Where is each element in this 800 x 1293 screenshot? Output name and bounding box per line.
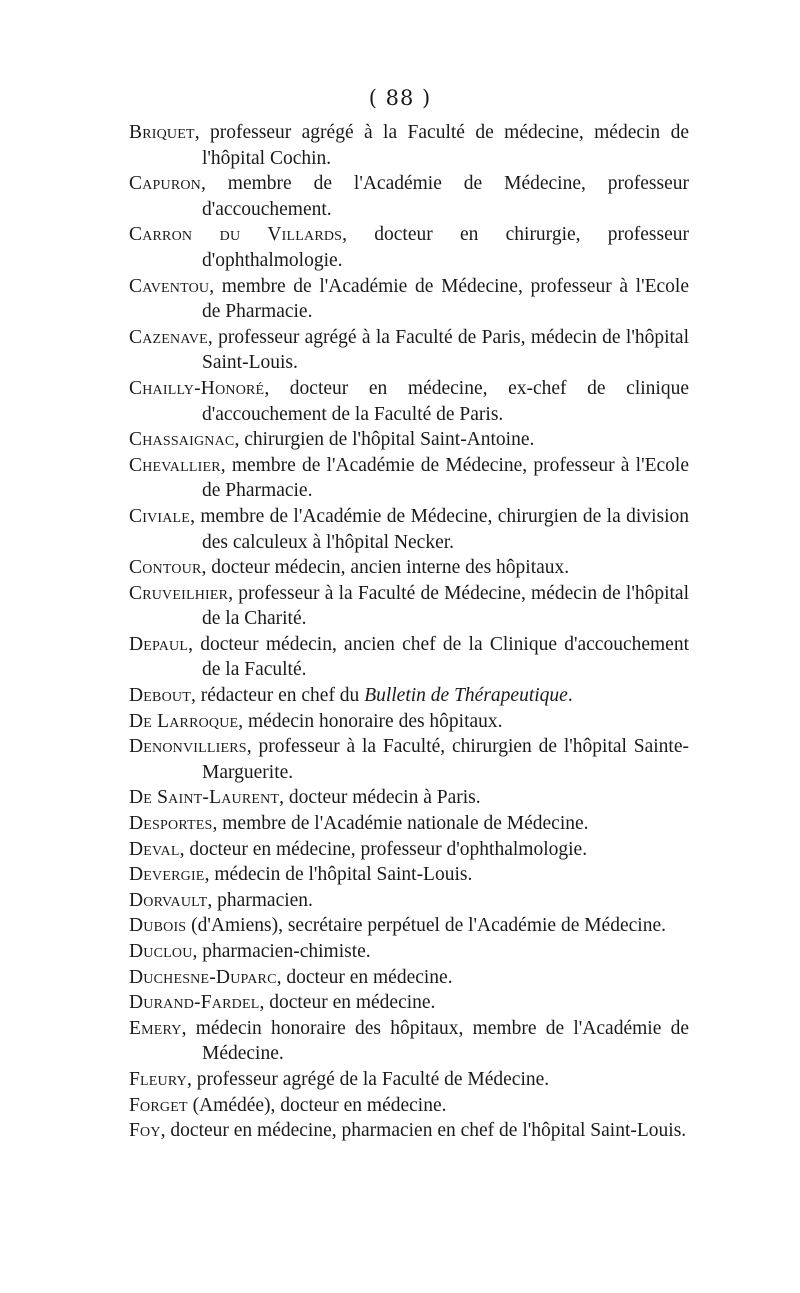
list-item [129,990,689,1016]
entry-italic-title: Bulletin de Thérapeutique [364,685,568,707]
list-item [129,1093,689,1119]
entry-name: Chailly-Honoré [129,377,265,399]
entry-name: Foy [129,1120,161,1142]
entry-text: , docteur en médecine. [259,992,436,1014]
list-item [129,1067,689,1093]
list-item [129,683,689,709]
list-item [129,888,689,914]
list-item [129,427,689,453]
entry-text: (d'Amiens), secrétaire perpétuel de l'Académie de Médecine. [186,915,666,937]
entry-name: Duclou [129,941,193,962]
list-item [129,581,689,632]
list-item [129,1016,689,1067]
list-item [129,555,689,581]
entry-name: Civiale [129,505,191,527]
entry-text: , membre de l'Académie nationale de Médecine. [212,813,589,835]
entry-text: , membre de l'Académie de Médecine, chirurgien de la division des calculeux à l'hôpital Necker. [190,505,689,553]
entry-name: Emery [129,1017,182,1039]
entry-name: Duchesne-Duparc [129,966,277,988]
list-item [129,913,689,939]
entry-name: Depaul [129,633,189,655]
entry-text: , professeur à la Faculté, chirurgien de l'hôpital Sainte-Marguerite. [202,736,689,783]
entry-text: , membre de l'Académie de Médecine, professeur à l'Ecole de Pharmacie. [202,275,689,323]
entry-text: , professeur agrégé à la Faculté de médecine, médecin de l'hôpital Cochin. [194,122,689,169]
entry-name: Fleury [129,1068,187,1090]
entry-text: , docteur en médecine. [276,966,453,988]
entry-name: Carron du Villards [129,224,343,246]
list-item [129,274,689,325]
list-item [129,811,689,837]
entry-text: , professeur agrégé à la Faculté de Paris, médecin de l'hôpital Saint-Louis. [202,326,689,374]
entry-text: , docteur en médecine, ex-chef de clinique d'accouchement de la Faculté de Paris. [202,377,689,425]
list-item [129,325,689,376]
entry-name: Chassaignac [129,429,235,451]
entry-name: Desportes [129,813,213,835]
list-item [129,453,689,504]
entry-text: , docteur en chirurgie, professeur d'ophthalmologie. [202,224,689,271]
entry-name: De Saint-Laurent [129,787,280,809]
entry-text: , rédacteur en chef du [190,685,365,707]
entry-name: Capuron [129,173,201,195]
entry-name: Deval [129,838,180,860]
entry-name: Forget [129,1094,188,1116]
list-item [129,504,689,555]
list-item [129,837,689,863]
list-item [129,376,689,427]
entry-text: , membre de l'Académie de Médecine, professeur à l'Ecole de Pharmacie. [202,454,689,502]
entry-text: , chirurgien de l'hôpital Saint-Antoine. [234,429,535,451]
entry-text: , médecin honoraire des hôpitaux. [238,710,503,732]
entry-name: Dorvault [129,889,208,911]
entry-text: , professeur agrégé de la Faculté de Médecine. [186,1068,550,1090]
list-item [129,785,689,811]
entry-text: , membre de l'Académie de Médecine, professeur d'accouchement. [200,173,689,220]
entry-name: Denonvilliers [129,736,247,758]
page-number: ( 88 ) [368,86,432,110]
entry-text: , docteur en médecine, pharmacien en chef de l'hôpital Saint-Louis. [160,1120,687,1142]
list-item [129,222,689,273]
entry-name: Cazenave [129,326,208,348]
list-item [129,734,689,785]
entry-name: Devergie [129,864,205,886]
entry-name: Dubois [129,915,187,937]
entry-name: De Larroque [129,710,239,732]
list-item [129,171,689,222]
list-item [129,965,689,991]
list-item [129,1118,689,1144]
entry-text: , professeur à la Faculté de Médecine, médecin de l'hôpital de la Charité. [202,582,689,630]
list-item [129,709,689,735]
entry-text: (Amédée), docteur en médecine. [187,1094,447,1116]
entry-text: , pharmacien. [207,889,313,911]
entry-name: Contour [129,557,202,579]
entry-name: Chevallier [129,454,221,476]
entry-text: , médecin honoraire des hôpitaux, membre de l'Académie de Médecine. [181,1017,689,1065]
entry-text: , pharmacien-chimiste. [192,941,371,962]
entry-name: Cruveilhier [129,582,229,604]
entry-text: , docteur en médecine, professeur d'ophthalmologie. [179,838,588,860]
entry-text: , docteur médecin à Paris. [279,787,481,809]
list-item [129,120,689,171]
entry-name: Caventou [129,275,210,297]
entry-text-end: . [567,685,573,707]
entry-text: , docteur médecin, ancien chef de la Clinique d'accouchement de la Faculté. [188,633,689,681]
entry-name: Briquet [129,122,195,143]
entry-name: Durand-Fardel [129,992,260,1014]
list-item [129,939,689,965]
entry-text: , médecin de l'hôpital Saint-Louis. [204,864,473,886]
entry-list [129,120,689,1144]
list-item [129,632,689,683]
entry-text: , docteur médecin, ancien interne des hôpitaux. [201,557,570,579]
list-item [129,862,689,888]
entry-name: Debout [129,685,191,707]
